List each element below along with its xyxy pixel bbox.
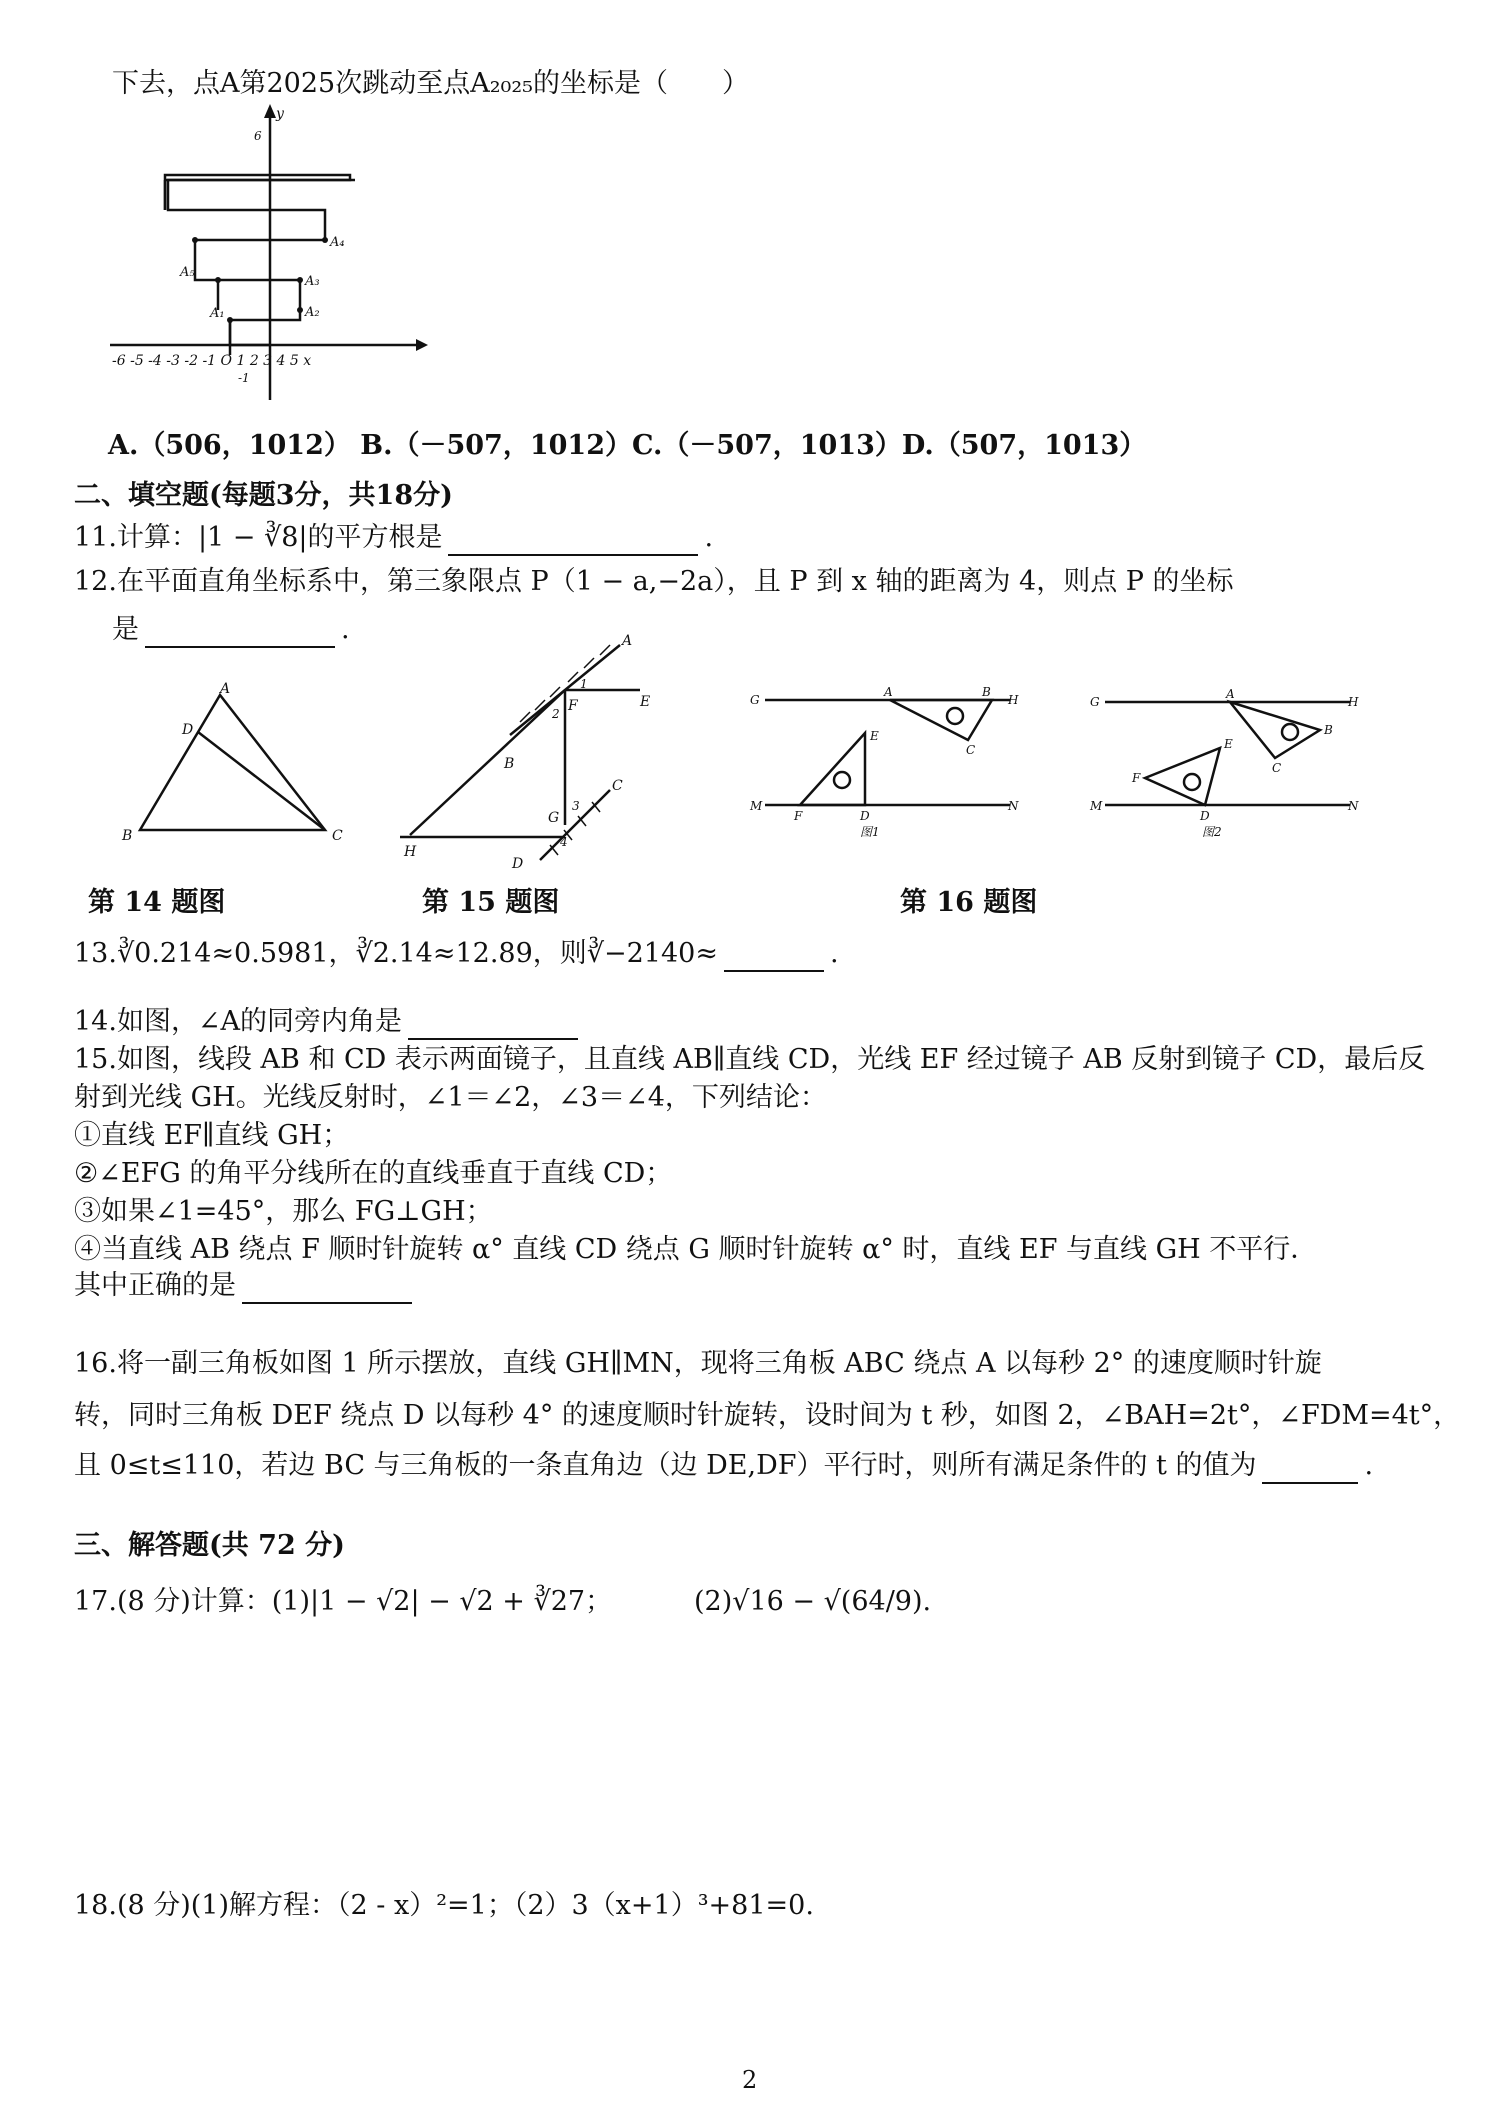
fig16a-n: N (1008, 799, 1019, 813)
fig16-1 (750, 685, 1020, 840)
fig16b-e: E (1224, 737, 1233, 751)
q12-blank[interactable] (145, 618, 335, 648)
fig16b-f: F (1132, 771, 1141, 785)
graph-a2: A₂ (305, 305, 320, 320)
q16-line1: 16.将一副三角板如图 1 所示摆放，直线 GH∥MN，现将三角板 ABC 绕点 A 以每秒 2° 的速度顺时针旋 (74, 1348, 1322, 1379)
fig14-c: C (332, 828, 343, 844)
q10-graph (100, 106, 440, 410)
fig16b-n: N (1348, 799, 1359, 813)
fig16a-c: C (966, 743, 976, 757)
q15-c4: ④当直线 AB 绕点 F 顺时针旋转 α° 直线 CD 绕点 G 顺时针旋转 α° 时，直线 EF 与直线 GH 不平行． (74, 1234, 1318, 1265)
graph-y-label: y (276, 106, 284, 122)
fig16b-m: M (1090, 799, 1103, 813)
q11-blank[interactable] (448, 526, 698, 556)
fig15-e: E (640, 694, 651, 710)
q18: 18.(8 分)(1)解方程：（2 - x）²=1；（2）3（x+1）³+81=0. (74, 1890, 814, 1921)
fig16b-a: A (1226, 687, 1235, 701)
q14-text: 14.如图，∠A的同旁内角是 (74, 1006, 403, 1037)
q17-part2: (2)√16 − √(64/9). (694, 1586, 932, 1617)
section2-heading: 二、填空题(每题3分，共18分) (74, 480, 453, 511)
q17-part1: 17.(8 分)计算：(1)|1 − √2| − √2 + ∛27； (74, 1586, 613, 1617)
section3-heading: 三、解答题(共 72 分) (74, 1530, 345, 1561)
q16-line2: 转，同时三角板 DEF 绕点 D 以每秒 4° 的速度顺时针旋转，设时间为 t 秒，如图 2，∠BAH=2t°，∠FDM=4t°， (74, 1400, 1461, 1431)
fig16a-f: F (794, 809, 803, 823)
graph-a5: A₅ (180, 265, 195, 280)
q12-line2: 是 . (112, 612, 350, 648)
fig16b-g: G (1090, 695, 1100, 709)
graph-x-ticks: -6 -5 -4 -3 -2 -1 O 1 2 3 4 5 x (112, 353, 312, 369)
fig15-c: C (612, 778, 623, 794)
q10-intro: 下去，点A第2025次跳动至点A₂₀₂₅的坐标是（ ） (112, 68, 750, 99)
fig16a-e: E (870, 729, 879, 743)
fig14-d: D (182, 722, 194, 738)
fig16a-b: B (982, 685, 991, 699)
q15-c2: ②∠EFG 的角平分线所在的直线垂直于直线 CD； (74, 1158, 673, 1189)
q15-blank[interactable] (242, 1274, 412, 1304)
q15-answer (74, 1268, 418, 1304)
q15-line2: 射到光线 GH。光线反射时，∠1＝∠2，∠3＝∠4，下列结论： (74, 1082, 827, 1113)
fig14 (120, 681, 360, 850)
fig15-caption: 第 15 题图 (422, 887, 560, 918)
q15-line1: 15.如图，线段 AB 和 CD 表示两面镜子，且直线 AB∥直线 CD，光线 EF 经过镜子 AB 反射到镜子 CD，最后反 (74, 1044, 1426, 1075)
q16-blank[interactable] (1262, 1454, 1358, 1484)
q13-blank[interactable] (724, 942, 824, 972)
fig14-b: B (122, 828, 133, 844)
fig16b-c: C (1272, 761, 1282, 775)
fig15-g: G (548, 810, 560, 826)
q11-text: 11.计算：|1 − ∛8|的平方根是 (74, 522, 443, 553)
q15-c3: ③如果∠1=45°，那么 FG⊥GH； (74, 1196, 493, 1227)
fig14-caption: 第 14 题图 (88, 887, 226, 918)
q12-line2-text: 是 (112, 614, 139, 645)
q14-blank[interactable] (408, 1010, 578, 1040)
page-number: 2 (742, 2066, 758, 2094)
fig16b-b: B (1324, 723, 1333, 737)
q12-line1: 12.在平面直角坐标系中，第三象限点 P（1 − a,−2a），且 P 到 x 轴的距离为 4，则点 P 的坐标 (74, 566, 1234, 597)
fig16b-d: D (1200, 809, 1210, 823)
fig16b-cap: 图2 (1202, 825, 1222, 839)
fig16a-g: G (750, 693, 760, 707)
fig15 (400, 633, 660, 880)
fig15-4: 4 (560, 835, 568, 849)
fig16a-cap: 图1 (860, 825, 880, 839)
graph-ym1: -1 (238, 371, 250, 385)
q15-answer-text: 其中正确的是 (74, 1270, 236, 1301)
graph-a3: A₃ (305, 274, 320, 289)
fig16a-h: H (1008, 693, 1019, 707)
fig16-caption: 第 16 题图 (900, 887, 1038, 918)
fig15-2: 2 (552, 707, 560, 721)
q11: 11.计算：|1 − ∛8|的平方根是 . (74, 520, 713, 556)
q10-options: A.（506，1012） B.（－507，1012）C.（－507，1013）D.（507，1013） (108, 430, 1147, 461)
fig15-a: A (622, 633, 633, 649)
graph-a4: A₄ (330, 235, 345, 250)
graph-y6: 6 (254, 129, 262, 143)
q13: 13.∛0.214≈0.5981，∛2.14≈12.89，则∛−2140≈ . (74, 936, 839, 972)
fig16-2 (1090, 687, 1360, 840)
fig14-a: A (220, 681, 231, 697)
fig16a-a: A (884, 685, 893, 699)
fig15-3: 3 (572, 799, 580, 813)
q16-line3-text: 且 0≤t≤110，若边 BC 与三角板的一条直角边（边 DE,DF）平行时，则所有满足条件的 t 的值为 (74, 1450, 1257, 1481)
fig16a-m: M (750, 799, 763, 813)
q14 (74, 1004, 584, 1040)
fig16b-h: H (1348, 695, 1359, 709)
fig15-d: D (512, 856, 524, 872)
fig15-1: 1 (580, 677, 588, 691)
fig15-h: H (404, 844, 417, 860)
fig16a-d: D (860, 809, 870, 823)
fig15-f: F (568, 698, 578, 714)
q15-c1: ①直线 EF∥直线 GH； (74, 1120, 350, 1151)
q16-line3: 且 0≤t≤110，若边 BC 与三角板的一条直角边（边 DE,DF）平行时，则所有满足条件的 t 的值为 . (74, 1448, 1373, 1484)
q13-text: 13.∛0.214≈0.5981，∛2.14≈12.89，则∛−2140≈ (74, 938, 718, 969)
fig15-b: B (504, 756, 515, 772)
graph-a1: A₁ (210, 306, 225, 321)
